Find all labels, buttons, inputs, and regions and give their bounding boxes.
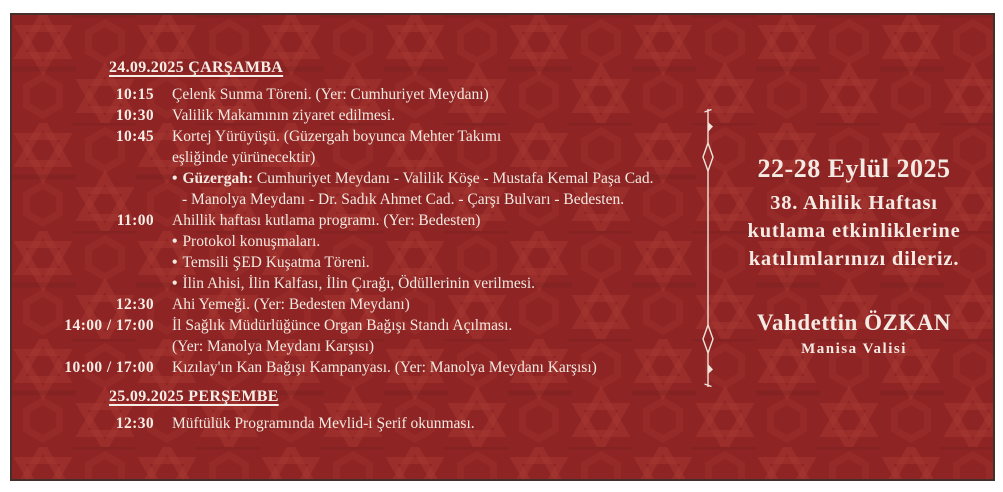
bullet-marker: •	[172, 275, 178, 292]
event-time: 12:30	[115, 296, 154, 313]
event-text	[172, 231, 696, 252]
event-text-label: Çelenk Sunma Töreni. (Yer: Cumhuriyet Meydanı)	[172, 86, 489, 103]
schedule-row	[46, 413, 696, 434]
event-time	[46, 168, 154, 189]
event-text-label: Ahillik haftası kutlama programı. (Yer: Bedesten)	[172, 212, 481, 229]
event-text	[172, 252, 696, 273]
signature-block	[722, 309, 986, 359]
event-time	[46, 273, 154, 294]
event-date-range: 22-28 Eylül 2025	[757, 154, 951, 183]
schedule-row	[46, 336, 696, 357]
day-header	[109, 57, 696, 79]
event-text	[172, 273, 696, 294]
signature-title: Manisa Valisi	[801, 341, 907, 357]
event-text	[172, 210, 696, 231]
event-text	[172, 357, 696, 378]
event-text-label: İlin Ahisi, İlin Kalfası, İlin Çırağı, Ödüllerinin verilmesi.	[182, 275, 536, 292]
event-text-label: eşliğinde yürünecektir)	[172, 149, 316, 166]
bullet-marker: •	[172, 254, 178, 271]
schedule-row	[46, 168, 696, 189]
event-text-label: Protokol konuşmaları.	[182, 233, 321, 250]
day-header-label: 24.09.2025 ÇARŞAMBA	[109, 59, 284, 76]
event-text	[172, 189, 696, 210]
event-text	[172, 294, 696, 315]
event-text	[172, 315, 696, 336]
signature-name: Vahdettin ÖZKAN	[757, 310, 951, 335]
bullet-marker: •	[172, 233, 178, 250]
ornamental-divider-icon	[696, 107, 720, 389]
schedule-row	[46, 357, 696, 378]
event-time: 10:30	[115, 107, 154, 124]
schedule	[46, 57, 696, 434]
message-line: kutlama etkinliklerine	[747, 220, 961, 242]
event-text	[172, 336, 696, 357]
event-text-label: Temsili ŞED Kuşatma Töreni.	[182, 254, 370, 271]
schedule-row	[46, 315, 696, 336]
event-text-label: Cumhuriyet Meydanı - Valilik Köşe - Mustafa Kemal Paşa Cad.	[253, 170, 654, 187]
event-time	[46, 336, 154, 357]
schedule-row	[46, 84, 696, 105]
event-text-label: (Yer: Manolya Meydanı Karşısı)	[172, 338, 375, 355]
day-header	[109, 386, 696, 408]
event-text-bold: Güzergah:	[182, 170, 254, 187]
event-time: 11:00	[116, 212, 154, 229]
schedule-row	[46, 105, 696, 126]
event-text	[172, 105, 696, 126]
schedule-row	[46, 147, 696, 168]
event-text-label: Kortej Yürüyüşü. (Güzergah boyunca Mehter Takımı	[172, 128, 502, 145]
message-line: katılımlarınızı dileriz.	[748, 248, 960, 270]
event-text	[172, 126, 696, 147]
event-text	[172, 168, 696, 189]
event-time: 10:15	[115, 86, 154, 103]
event-time: 10:45	[115, 128, 154, 145]
invitation-message	[722, 153, 986, 359]
event-text	[172, 413, 696, 434]
event-time	[46, 231, 154, 252]
schedule-row	[46, 126, 696, 147]
message-line: 38. Ahilik Haftası	[770, 192, 938, 214]
event-text-label: Valilik Makamının ziyaret edilmesi.	[172, 107, 395, 124]
schedule-row	[46, 210, 696, 231]
schedule-row	[46, 231, 696, 252]
event-text-label: Ahi Yemeği. (Yer: Bedesten Meydanı)	[172, 296, 410, 313]
event-text-label: - Manolya Meydanı - Dr. Sadık Ahmet Cad. - Çarşı Bulvarı - Bedesten.	[182, 191, 625, 208]
event-time: 14:00 / 17:00	[64, 317, 154, 334]
schedule-row	[46, 273, 696, 294]
event-text-label: Müftülük Programında Mevlid-i Şerif okunması.	[172, 415, 475, 432]
day-header-label: 25.09.2025 PERŞEMBE	[109, 388, 279, 405]
schedule-row	[46, 252, 696, 273]
event-text	[172, 147, 696, 168]
schedule-row	[46, 189, 696, 210]
event-text-label: Kızılay'ın Kan Bağışı Kampanyası. (Yer: Manolya Meydanı Karşısı)	[172, 359, 597, 376]
event-time	[46, 252, 154, 273]
invitation-card	[10, 13, 995, 481]
event-text-label: İl Sağlık Müdürlüğünce Organ Bağışı Standı Açılması.	[172, 317, 513, 334]
event-time: 12:30	[115, 415, 154, 432]
event-text	[172, 84, 696, 105]
event-time	[46, 189, 154, 210]
event-time	[46, 147, 154, 168]
event-time: 10:00 / 17:00	[64, 359, 154, 376]
schedule-row	[46, 294, 696, 315]
bullet-marker: •	[172, 170, 178, 187]
